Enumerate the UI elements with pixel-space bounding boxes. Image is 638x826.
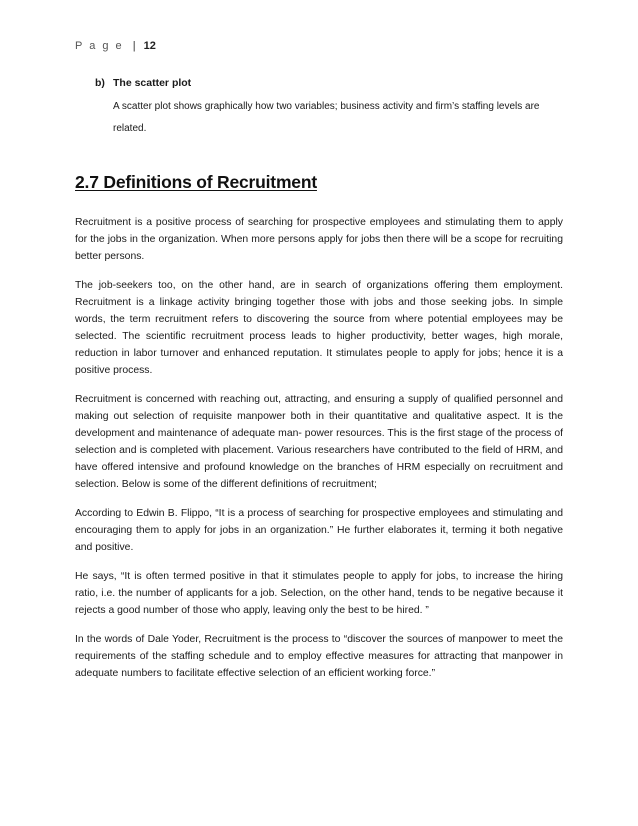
scatter-plot-subsection: [95, 76, 575, 140]
paragraph: In the words of Dale Yoder, Recruitment is the process to “discover the sources of manpower to meet the requirements of the staffing schedule and to employ effective measures for attracting that manpower in adequate numbers to facilitate effective selection of an efficient working force.”: [75, 634, 563, 679]
paragraph: He says, “It is often termed positive in that it stimulates people to apply for jobs, to increase the hiring ratio, i.e. the number of applicants for a job. Selection, on the other hand, tends to be negative because it rejects a good number of those who apply, leaving only the best to be hired. ”: [75, 571, 563, 616]
subsection-heading: [95, 76, 575, 90]
section-title: 2.7 Definitions of Recruitment: [75, 172, 317, 192]
page-number: 12: [143, 40, 156, 52]
subsection-title: The scatter plot: [113, 77, 192, 89]
subsection-letter: b): [95, 77, 105, 89]
page-separator: |: [132, 40, 136, 52]
section-body: [75, 214, 563, 694]
subsection-body: A scatter plot shows graphically how two variables; business activity and firm’s staffing levels are related.: [113, 101, 540, 134]
paragraph: Recruitment is a positive process of searching for prospective employees and stimulating them to apply for the jobs in the organization. When more persons apply for jobs then there will be a scope for recruiting better persons.: [75, 217, 563, 262]
page-label: P a g e: [75, 40, 124, 52]
paragraph: The job-seekers too, on the other hand, are in search of organizations offering them employment. Recruitment is a linkage activity bringing together those with jobs and those seeking jobs. In simple words, the term recruitment refers to discovering the source from where potential employees may be selected. The scientific recruitment process leads to higher productivity, better wages, high morale, reduction in labor turnover and enhanced reputation. It stimulates people to apply for jobs; hence it is a positive process.: [75, 280, 563, 376]
page-header: [75, 40, 156, 52]
paragraph: According to Edwin B. Flippo, “It is a process of searching for prospective employees and stimulating and encouraging them to apply for jobs in an organization.” He further elaborates it, terming it both negative and positive.: [75, 508, 563, 553]
paragraph: Recruitment is concerned with reaching out, attracting, and ensuring a supply of qualified personnel and making out selection of requisite manpower both in their quantitative and qualitative aspect. It is the development and maintenance of adequate man- power resources. This is the first stage of the process of selection and is completed with placement. Various researchers have contributed to the field of HRM, and have offered intensive and profound knowledge on the branches of HRM especially on recruitment and selection. Below is some of the different definitions of recruitment;: [75, 394, 563, 490]
